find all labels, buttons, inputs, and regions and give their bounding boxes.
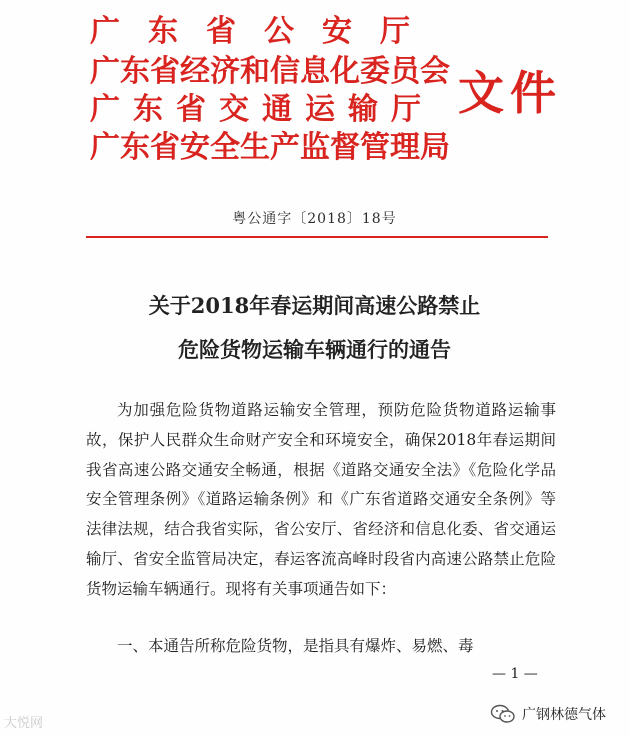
page-number: — 1 —	[492, 666, 538, 682]
header-divider	[86, 236, 548, 238]
watermark-right	[490, 704, 606, 724]
agency-name-economy-info: 广东省经济和信息化委员会	[90, 54, 450, 89]
body-paragraph-1: 为加强危险货物道路运输安全管理，预防危险货物道路运输事故，保护人民群众生命财产安全和环境安全，确保2018年春运期间我省高速公路交通安全畅通，根据《道路交通安全法》《危险化学品安全管理条例》《道路运输条例》和《广东省道路交通安全条例》等法律法规，结合我省实际，省公安厅、省经济和信息化委、省交通运输厅、省安全监管局决定，春运客流高峰时段省内高速公路禁止危险货物运输车辆通行。现将有关事项通告如下：	[86, 401, 556, 598]
agency-name-transport: 广东省交通运输厅	[90, 92, 434, 127]
watermark-left: 大悦网	[4, 716, 44, 731]
document-label: 文件	[458, 66, 562, 120]
document-number: 粤公通字〔2018〕18号	[232, 211, 397, 227]
watermark-right-text: 广钢林德气体	[522, 707, 606, 723]
title-line-2: 危险货物运输车辆通行的通告	[178, 337, 451, 362]
body-paragraph-2: 一、本通告所称危险货物，是指具有爆炸、易燃、毒	[117, 637, 474, 655]
title-line-1: 关于2018年春运期间高速公路禁止	[148, 293, 481, 318]
wechat-icon	[490, 704, 516, 724]
agency-name-public-security: 广东省公安厅	[90, 14, 438, 49]
agency-name-safety: 广东省安全生产监督管理局	[90, 130, 450, 165]
